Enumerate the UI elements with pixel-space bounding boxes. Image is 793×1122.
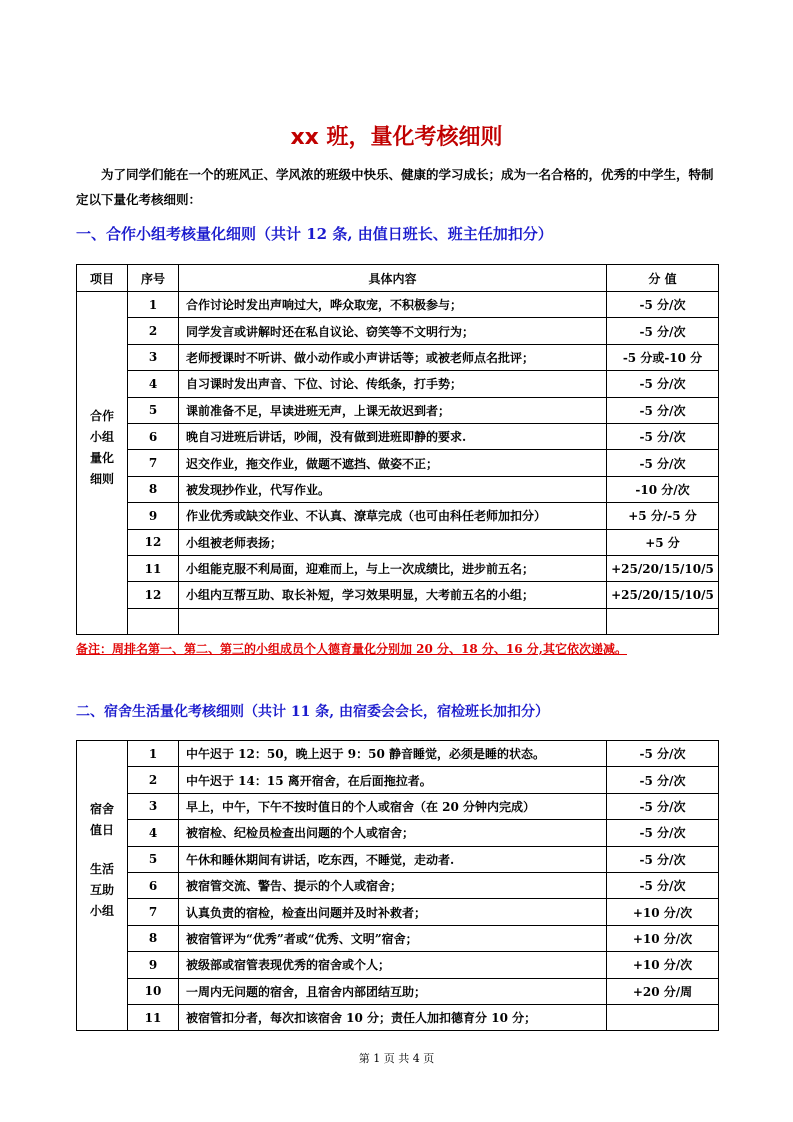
table-row (77, 608, 719, 634)
row-score: -5 分/次 (607, 371, 719, 397)
table-row (77, 503, 719, 529)
header-content: 具体内容 (179, 265, 607, 292)
row-number: 7 (128, 899, 179, 925)
row-content: 午休和睡休期间有讲话，吃东西，不睡觉，走动者. (179, 846, 607, 872)
row-score: -5 分或-10 分 (607, 344, 719, 370)
category-cell (77, 741, 128, 1031)
table-row (77, 318, 719, 344)
row-content: 小组被老师表扬； (179, 529, 607, 555)
table-row (77, 371, 719, 397)
table-row (77, 793, 719, 819)
row-score: +25/20/15/10/5 (607, 582, 719, 608)
table-row (77, 846, 719, 872)
row-score: -5 分/次 (607, 820, 719, 846)
table-row (77, 529, 719, 555)
table-row (77, 767, 719, 793)
row-number: 9 (128, 503, 179, 529)
header-score: 分 值 (607, 265, 719, 292)
table-row (77, 397, 719, 423)
table-row (77, 978, 719, 1004)
table-row (77, 344, 719, 370)
row-number: 9 (128, 952, 179, 978)
row-score: +10 分/次 (607, 925, 719, 951)
row-score: +10 分/次 (607, 952, 719, 978)
row-content: 被宿管交流、警告、提示的个人或宿舍； (179, 872, 607, 898)
row-content: 被宿管评为“优秀”者或“优秀、文明”宿舍； (179, 925, 607, 951)
row-number: 1 (128, 292, 179, 318)
header-item: 项目 (77, 265, 128, 292)
row-content: 作业优秀或缺交作业、不认真、潦草完成（也可由科任老师加扣分） (179, 503, 607, 529)
row-content: 被宿管扣分者，每次扣该宿舍 10 分；责任人加扣德育分 10 分； (179, 1004, 607, 1030)
row-content: 同学发言或讲解时还在私自议论、窃笑等不文明行为； (179, 318, 607, 344)
row-score: -5 分/次 (607, 397, 719, 423)
table-row (77, 899, 719, 925)
row-content: 被发现抄作业，代写作业。 (179, 476, 607, 502)
table-row (77, 741, 719, 767)
section1-heading: 一、合作小组考核量化细则（共计 12 条, 由值日班长、班主任加扣分） (76, 225, 553, 243)
row-number: 2 (128, 318, 179, 344)
row-number: 7 (128, 450, 179, 476)
table-row (77, 820, 719, 846)
row-score (607, 1004, 719, 1030)
row-score: -5 分/次 (607, 318, 719, 344)
row-score: +25/20/15/10/5 (607, 555, 719, 581)
table-row (77, 925, 719, 951)
row-content: 被级部或宿管表现优秀的宿舍或个人； (179, 952, 607, 978)
row-score: +10 分/次 (607, 899, 719, 925)
category-label: 合作小组量化细则 (90, 409, 115, 487)
row-content: 老师授课时不听讲、做小动作或小声讲话等；或被老师点名批评； (179, 344, 607, 370)
row-number: 8 (128, 476, 179, 502)
row-number: 5 (128, 397, 179, 423)
row-number (128, 608, 179, 634)
row-content: 小组能克服不利局面，迎难而上，与上一次成绩比，进步前五名； (179, 555, 607, 581)
row-number: 2 (128, 767, 179, 793)
row-number: 11 (128, 555, 179, 581)
row-score: -5 分/次 (607, 767, 719, 793)
dorm-scoring-table (76, 740, 719, 1031)
row-content: 迟交作业，拖交作业，做题不遮挡、做姿不正； (179, 450, 607, 476)
table-row (77, 1004, 719, 1030)
row-number: 4 (128, 820, 179, 846)
row-score: -5 分/次 (607, 423, 719, 449)
row-content: 被宿检、纪检员检查出问题的个人或宿舍； (179, 820, 607, 846)
row-content: 一周内无问题的宿舍，且宿舍内部团结互助； (179, 978, 607, 1004)
category-label-bottom: 生活互助小组 (90, 862, 115, 919)
row-number: 3 (128, 344, 179, 370)
table-row (77, 476, 719, 502)
row-number: 12 (128, 529, 179, 555)
table-row (77, 952, 719, 978)
row-number: 5 (128, 846, 179, 872)
row-score: +20 分/周 (607, 978, 719, 1004)
row-score: -5 分/次 (607, 450, 719, 476)
row-number: 11 (128, 1004, 179, 1030)
row-score: -5 分/次 (607, 872, 719, 898)
row-score: -5 分/次 (607, 793, 719, 819)
intro-paragraph: 为了同学们能在一个的班风正、学风浓的班级中快乐、健康的学习成长；成为一名合格的，优秀的中学生，特制定以下量化考核细则： (76, 167, 714, 207)
row-number: 6 (128, 872, 179, 898)
row-score: -10 分/次 (607, 476, 719, 502)
ranking-note: 备注：周排名第一、第二、第三的小组成员个人德育量化分别加 20 分、18 分、16 分,其它依次递减。 (76, 642, 627, 656)
row-score: +5 分 (607, 529, 719, 555)
table-row (77, 450, 719, 476)
row-number: 3 (128, 793, 179, 819)
row-score: -5 分/次 (607, 292, 719, 318)
table-row (77, 555, 719, 581)
table-row (77, 582, 719, 608)
category-cell (77, 292, 128, 635)
row-content: 中午迟于 12：50，晚上迟于 9：50 静音睡觉，必须是睡的状态。 (179, 741, 607, 767)
row-number: 6 (128, 423, 179, 449)
row-score: -5 分/次 (607, 741, 719, 767)
category-label-top: 宿舍值日 (90, 802, 115, 838)
row-content: 小组内互帮互助、取长补短，学习效果明显，大考前五名的小组； (179, 582, 607, 608)
section2-heading: 二、宿舍生活量化考核细则（共计 11 条, 由宿委会会长，宿检班长加扣分） (76, 704, 549, 720)
page-title: xx 班，量化考核细则 (290, 125, 503, 150)
page-footer: 第 1 页 共 4 页 (358, 1052, 435, 1065)
row-number: 8 (128, 925, 179, 951)
row-score: +5 分/-5 分 (607, 503, 719, 529)
row-content: 课前准备不足，早读进班无声，上课无故迟到者； (179, 397, 607, 423)
row-content: 认真负责的宿检，检查出问题并及时补救者； (179, 899, 607, 925)
row-score (607, 608, 719, 634)
row-score: -5 分/次 (607, 846, 719, 872)
header-number: 序号 (128, 265, 179, 292)
table-row (77, 292, 719, 318)
table-header-row (77, 265, 719, 292)
row-content: 中午迟于 14：15 离开宿舍，在后面拖拉者。 (179, 767, 607, 793)
row-content: 早上，中午，下午不按时值日的个人或宿舍（在 20 分钟内完成） (179, 793, 607, 819)
table-row (77, 872, 719, 898)
table-row (77, 423, 719, 449)
row-number: 12 (128, 582, 179, 608)
row-content: 自习课时发出声音、下位、讨论、传纸条，打手势； (179, 371, 607, 397)
row-number: 4 (128, 371, 179, 397)
row-content (179, 608, 607, 634)
row-number: 1 (128, 741, 179, 767)
row-content: 合作讨论时发出声响过大，哗众取宠，不积极参与； (179, 292, 607, 318)
group-scoring-table (76, 264, 719, 635)
row-number: 10 (128, 978, 179, 1004)
row-content: 晚自习进班后讲话，吵闹，没有做到进班即静的要求. (179, 423, 607, 449)
